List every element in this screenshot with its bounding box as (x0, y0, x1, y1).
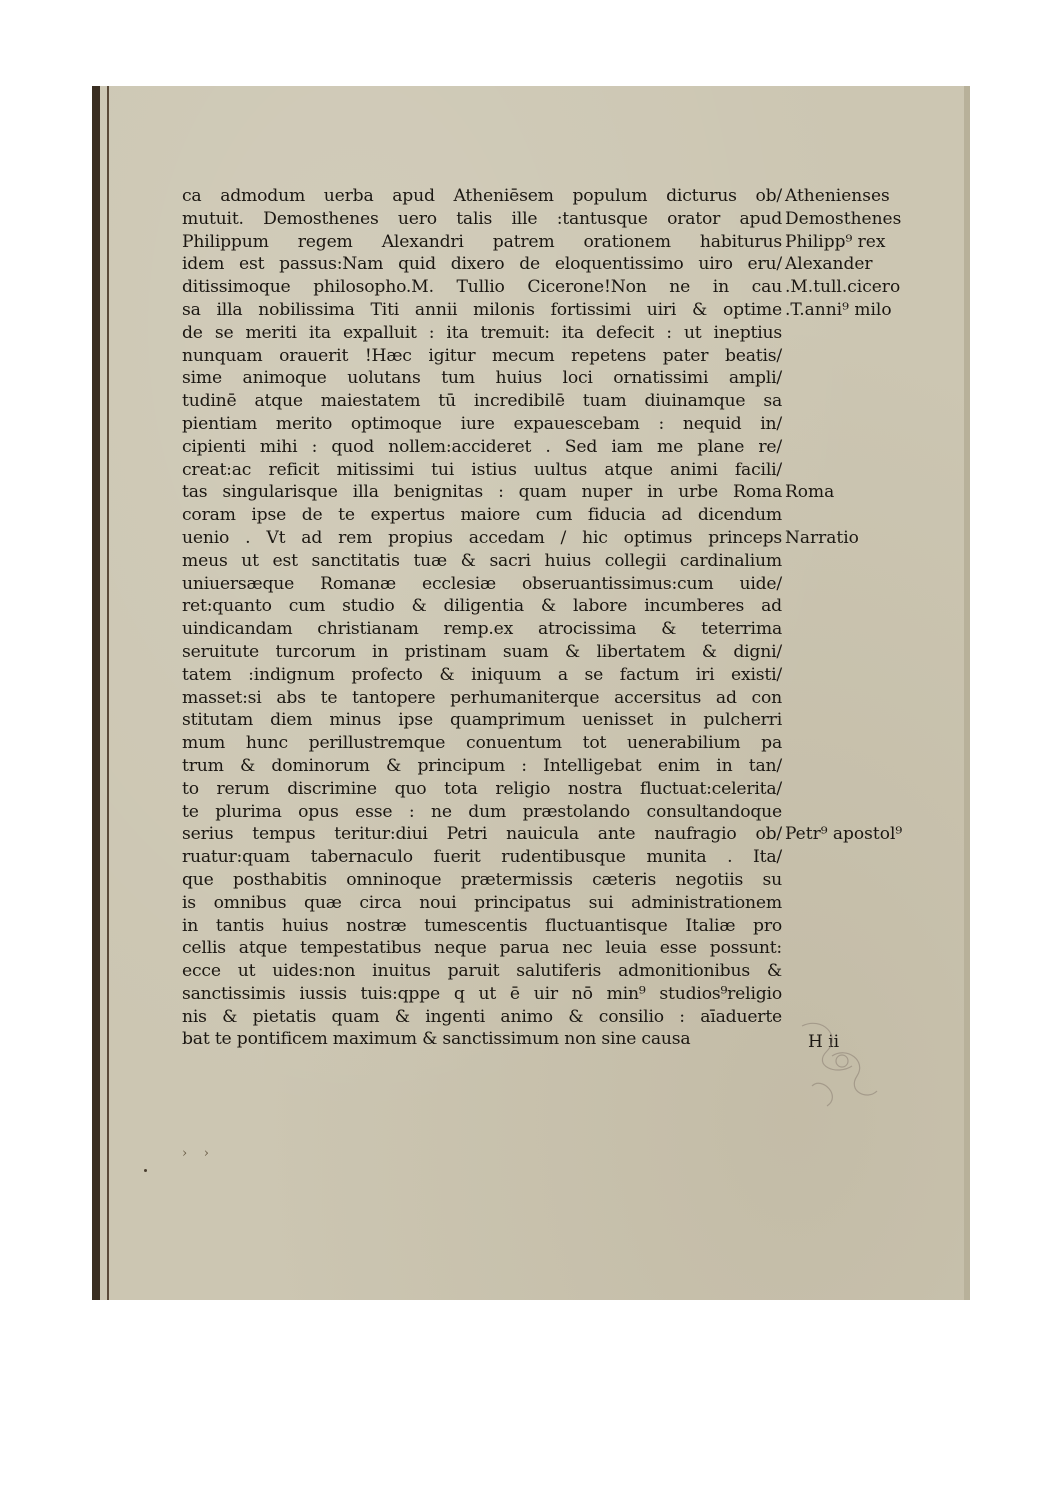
text-line: ca admodum uerba apud Atheniēsem populum dicturus ob/ (182, 186, 782, 206)
margin-note-cicero: .M.tull.cicero (785, 277, 901, 298)
text-line: creat:ac reficit mitissimi tui istius uultus atque animi facili/ (182, 459, 782, 480)
text-line: trum & dominorum & principum : Intelligebat enim in tan/ (182, 755, 782, 776)
margin-note-milo: .T.anni⁹ milo (785, 300, 892, 320)
ink-speck (144, 1169, 147, 1172)
text-line: Philippum regem Alexandri patrem orationem habiturus (182, 231, 782, 252)
gutter-line (107, 86, 109, 1300)
text-line: pientiam merito optimoque iure expauescebam : nequid in/ (182, 413, 782, 434)
text-line: cipienti mihi : quod nollem:accideret . Sed iam me plane re/ (182, 436, 782, 457)
margin-note-narratio: Narratio (785, 528, 859, 548)
text-line: sime animoque uolutans tum huius loci ornatissimi ampli/ (182, 368, 782, 389)
text-line: nunquam orauerit !Hæc igitur mecum repetens pater beatis/ (182, 345, 782, 366)
text-line: tas singularisque illa benignitas : quam nuper in urbe Roma (182, 482, 782, 503)
text-line: ecce ut uides:non inuitus paruit salutiferis admonitionibus & (182, 961, 782, 982)
text-line: sanctissimis iussis tuis:qppe q ut ē uir nō min⁹ studios⁹religio (182, 983, 782, 1004)
text-line: to rerum discrimine quo tota religio nostra fluctuat:celerita/ (182, 778, 782, 799)
text-line: ret:quanto cum studio & diligentia & labore incumberes ad (182, 596, 782, 617)
text-line: bat te pontificem maximum & sanctissimum non sine causa (182, 1029, 691, 1050)
text-line: seruitute turcorum in pristinam suam & libertatem & digni/ (182, 641, 782, 662)
margin-note-roma: Roma (785, 482, 835, 503)
library-stamp (782, 1006, 892, 1116)
text-line: masset:si abs te tantopere perhumaniterque accersitus ad con (182, 687, 782, 708)
text-line: serius tempus teritur:diui Petri nauicula ante naufragio ob/ (182, 824, 782, 845)
page-edge (964, 86, 970, 1300)
text-line: tudinē atque maiestatem tū incredibilē tuam diuinamque sa (182, 391, 782, 412)
text-line: mutuit. Demosthenes uero talis ille :tantusque orator apud (182, 208, 782, 229)
text-line: de se meriti ita expalluit : ita tremuit: ita defecit : ut ineptius (182, 322, 782, 343)
text-line: idem est passus:Nam quid dixero de eloquentissimo uiro eru/ (182, 254, 782, 275)
text-line: cellis atque tempestatibus neque parua nec leuia esse possunt: (182, 938, 782, 959)
text-line: uniuersæque Romanæ ecclesiæ obseruantissimus:cum uide/ (182, 573, 782, 594)
margin-note-petrus: Petr⁹ apostol⁹ (785, 824, 903, 845)
text-line: tatem :indignum profecto & iniquum a se factum iri existi/ (182, 664, 782, 685)
margin-note-athenienses: Athenienses (785, 186, 890, 206)
margin-note-philippus: Philipp⁹ rex (785, 231, 886, 252)
binding-gutter (92, 86, 100, 1300)
text-line: meus ut est sanctitatis tuæ & sacri huius collegii cardinalium (182, 550, 782, 571)
text-line: stitutam diem minus ipse quamprimum uenisset in pulcherri (182, 710, 782, 731)
text-line: ruatur:quam tabernaculo fuerit rudentibusque munita . Ita/ (182, 847, 782, 868)
text-line: is omnibus quæ circa noui principatus sui administrationem (182, 892, 782, 913)
text-line: mum hunc perillustremque conuentum tot uenerabilium pa (182, 733, 782, 754)
main-text-column (182, 185, 782, 1051)
text-line: coram ipse de te expertus maiore cum fiducia ad dicendum (182, 505, 782, 526)
margin-note-alexander: Alexander (785, 254, 873, 275)
text-line: que posthabitis omninoque prætermissis cæteris negotiis su (182, 869, 782, 890)
text-line: uenio . Vt ad rem propius accedam / hic optimus princeps (182, 527, 782, 548)
scanned-page (92, 86, 970, 1300)
text-line: uindicandam christianam remp.ex atrocissima & teterrima (182, 619, 782, 640)
text-line: nis & pietatis quam & ingenti animo & consilio : aīaduerte (182, 1006, 782, 1027)
text-line: ditissimoque philosopho.M. Tullio Cicerone!Non ne in cau (182, 277, 782, 298)
margin-note-demosthenes: Demosthenes (785, 208, 902, 229)
text-line: in tantis huius nostræ tumescentis fluctuantisque Italiæ pro (182, 915, 782, 936)
text-line: sa illa nobilissima Titi annii milonis fortissimi uiri & optime (182, 299, 782, 320)
page-signature: H ii (808, 1032, 840, 1052)
margin-marks: › › (182, 1146, 209, 1161)
text-line: te plurima opus esse : ne dum præstolando consultandoque (182, 801, 782, 822)
